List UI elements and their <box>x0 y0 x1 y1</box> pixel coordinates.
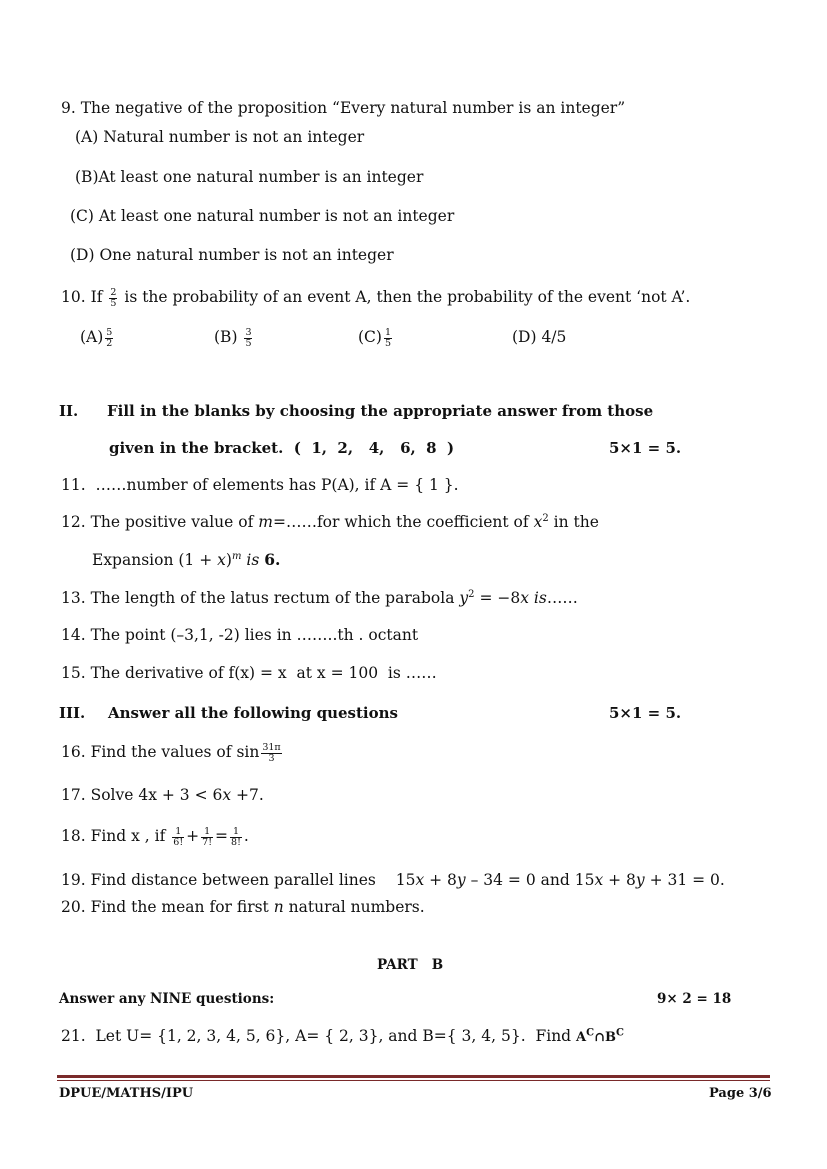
q10-option-c <box>358 327 394 349</box>
q21-set-expression <box>576 1027 624 1045</box>
part-b-instruction: Answer any NINE questions: <box>59 991 275 1007</box>
section-3-roman: III. <box>59 704 86 722</box>
q16 <box>61 742 284 764</box>
q12-expr-close: ) <box>225 551 232 569</box>
q10-opt-a-den: 2 <box>106 337 113 349</box>
q10-option-a <box>80 327 115 349</box>
q16-fraction <box>261 743 281 764</box>
footer-left: DPUE/MATHS/IPU <box>59 1086 194 1101</box>
q13-y: y <box>459 589 469 607</box>
q9-option-b: (B)At least one natural number is an integer <box>75 168 424 186</box>
q10-suffix: is the probability of an event A, then the probability of the event ‘not A’. <box>124 288 691 306</box>
q16-sin: sin <box>236 743 260 761</box>
q10-frac-den: 5 <box>110 297 117 309</box>
q18-equals: = <box>215 827 229 845</box>
q17 <box>61 785 264 805</box>
q18-frac-2 <box>201 827 213 848</box>
q12-expr-open: (1 + <box>178 551 218 569</box>
q19-l2-c: + 31 = 0. <box>644 871 725 889</box>
q18-f3-num: 1 <box>230 827 242 838</box>
q12-var-m: m <box>258 513 273 531</box>
q19-l1-b: + 8 <box>424 871 457 889</box>
q10-frac-num: 2 <box>110 286 117 298</box>
q19-l1-y: y <box>456 871 466 889</box>
q16-prefix: 16. Find the values of <box>61 743 232 761</box>
q18-plus: + <box>186 827 200 845</box>
q12-mid: =……for which the coefficient of <box>272 513 529 531</box>
q9-stem: 9. The negative of the proposition “Every natural number is an integer” <box>61 99 626 117</box>
part-b-marks: 9× 2 = 18 <box>657 991 732 1007</box>
q18-frac-3 <box>230 827 242 848</box>
q14: 14. The point (–3,1, -2) lies in ……..th . octant <box>61 626 419 644</box>
q18-f2-num: 1 <box>201 827 213 838</box>
q12-expr-exp: m <box>231 550 242 562</box>
q20-n: n <box>273 898 284 916</box>
q10-stem <box>61 287 690 309</box>
q19-prefix: 19. Find distance between parallel lines <box>61 871 376 889</box>
q12-expr-val: 6. <box>264 550 281 569</box>
q21-cap: ∩ <box>594 1030 606 1045</box>
section-2-heading-line1: Fill in the blanks by choosing the appropriate answer from those <box>107 402 654 420</box>
q10-prefix: 10. If <box>61 288 103 306</box>
q9-option-c: (C) At least one natural number is not an integer <box>70 207 455 225</box>
footer-rule-thin <box>57 1080 770 1081</box>
q18-f1-num: 1 <box>172 827 184 838</box>
q19-l1-a: 15 <box>395 871 416 889</box>
q12-prefix: 12. The positive value of <box>61 513 254 531</box>
q19-l2-y: y <box>635 871 645 889</box>
q12-line1 <box>61 512 599 532</box>
section-2-heading-line2: given in the bracket. ( 1, 2, 4, 6, 8 ) <box>109 439 455 457</box>
q16-num: 31π <box>262 741 281 753</box>
q10-opt-a-num: 5 <box>106 326 113 338</box>
q18-suffix: . <box>243 827 249 845</box>
q20-suffix: natural numbers. <box>288 898 425 916</box>
q21-b: B <box>605 1030 617 1045</box>
q10-opt-a-frac <box>105 328 113 349</box>
q10-opt-b-frac <box>244 328 252 349</box>
q13-x: x <box>520 589 529 607</box>
q10-option-d: (D) 4/5 <box>512 328 567 346</box>
q13-prefix: 13. The length of the latus rectum of the parabola <box>61 589 455 607</box>
q17-prefix: 17. Solve 4x + 3 < 6 <box>61 786 223 804</box>
q21-a: A <box>576 1030 587 1045</box>
q21 <box>61 1026 624 1048</box>
q10-opt-a-label: (A) <box>80 328 104 346</box>
q18 <box>61 826 249 848</box>
q21-c2: C <box>616 1027 624 1039</box>
q13-is: is <box>528 589 547 607</box>
q17-x: x <box>222 786 232 804</box>
part-b-title: PART B <box>377 957 444 973</box>
q12-exp: 2 <box>542 512 549 524</box>
q12-expr-is: is <box>246 551 260 569</box>
q11: 11. ……number of elements has P(A), if A = { 1 }. <box>61 476 459 494</box>
q19-l1-c: – 34 = 0 and 15 <box>465 871 595 889</box>
q9-option-d: (D) One natural number is not an integer <box>70 246 394 264</box>
q10-opt-c-label: (C) <box>358 328 382 346</box>
q12-expr-x: x <box>217 551 226 569</box>
footer-page-number: Page 3/6 <box>709 1086 772 1101</box>
q18-prefix: 18. Find x , if <box>61 827 166 845</box>
q15: 15. The derivative of f(x) = x at x = 100 is …… <box>61 664 437 682</box>
q18-f2-den: 7! <box>202 836 213 848</box>
q21-text: 21. Let U= {1, 2, 3, 4, 5, 6}, A= { 2, 3}, and B={ 3, 4, 5}. Find <box>61 1027 572 1045</box>
q19-l1-x: x <box>415 871 425 889</box>
section-2-marks: 5×1 = 5. <box>609 439 682 457</box>
q12-suffix: in the <box>553 513 599 531</box>
q10-opt-c-frac <box>384 328 392 349</box>
section-2-roman: II. <box>59 402 79 420</box>
section-3-marks: 5×1 = 5. <box>609 704 682 722</box>
q10-opt-b-label: (B) <box>214 328 238 346</box>
q20-prefix: 20. Find the mean for first <box>61 898 269 916</box>
q10-opt-c-num: 1 <box>384 326 392 338</box>
section-3-heading: Answer all the following questions <box>108 704 398 722</box>
footer-rule-thick <box>57 1075 770 1078</box>
q10-opt-c-den: 5 <box>384 337 392 349</box>
q10-opt-b-den: 5 <box>245 337 252 349</box>
q12-line2 <box>92 550 280 570</box>
q18-frac-1 <box>172 827 184 848</box>
q20 <box>61 897 425 917</box>
q10-option-b <box>214 327 254 349</box>
q18-f3-den: 8! <box>231 836 241 848</box>
q13 <box>61 588 578 608</box>
q17-suffix: +7. <box>231 786 264 804</box>
q19 <box>61 870 725 890</box>
q10-fraction <box>109 288 117 309</box>
q13-tail: …… <box>546 589 578 607</box>
q21-c1: C <box>586 1027 595 1039</box>
q19-l2-b: + 8 <box>603 871 636 889</box>
q13-eq: = −8 <box>474 589 521 607</box>
q19-l2-x: x <box>594 871 604 889</box>
q10-opt-b-num: 3 <box>245 326 252 338</box>
q9-option-a: (A) Natural number is not an integer <box>75 128 365 146</box>
q18-f1-den: 6! <box>173 836 184 848</box>
q13-exp: 2 <box>468 588 475 600</box>
q12-line2-prefix: Expansion <box>92 551 174 569</box>
q16-den: 3 <box>268 752 275 764</box>
q12-var-x: x <box>533 513 543 531</box>
